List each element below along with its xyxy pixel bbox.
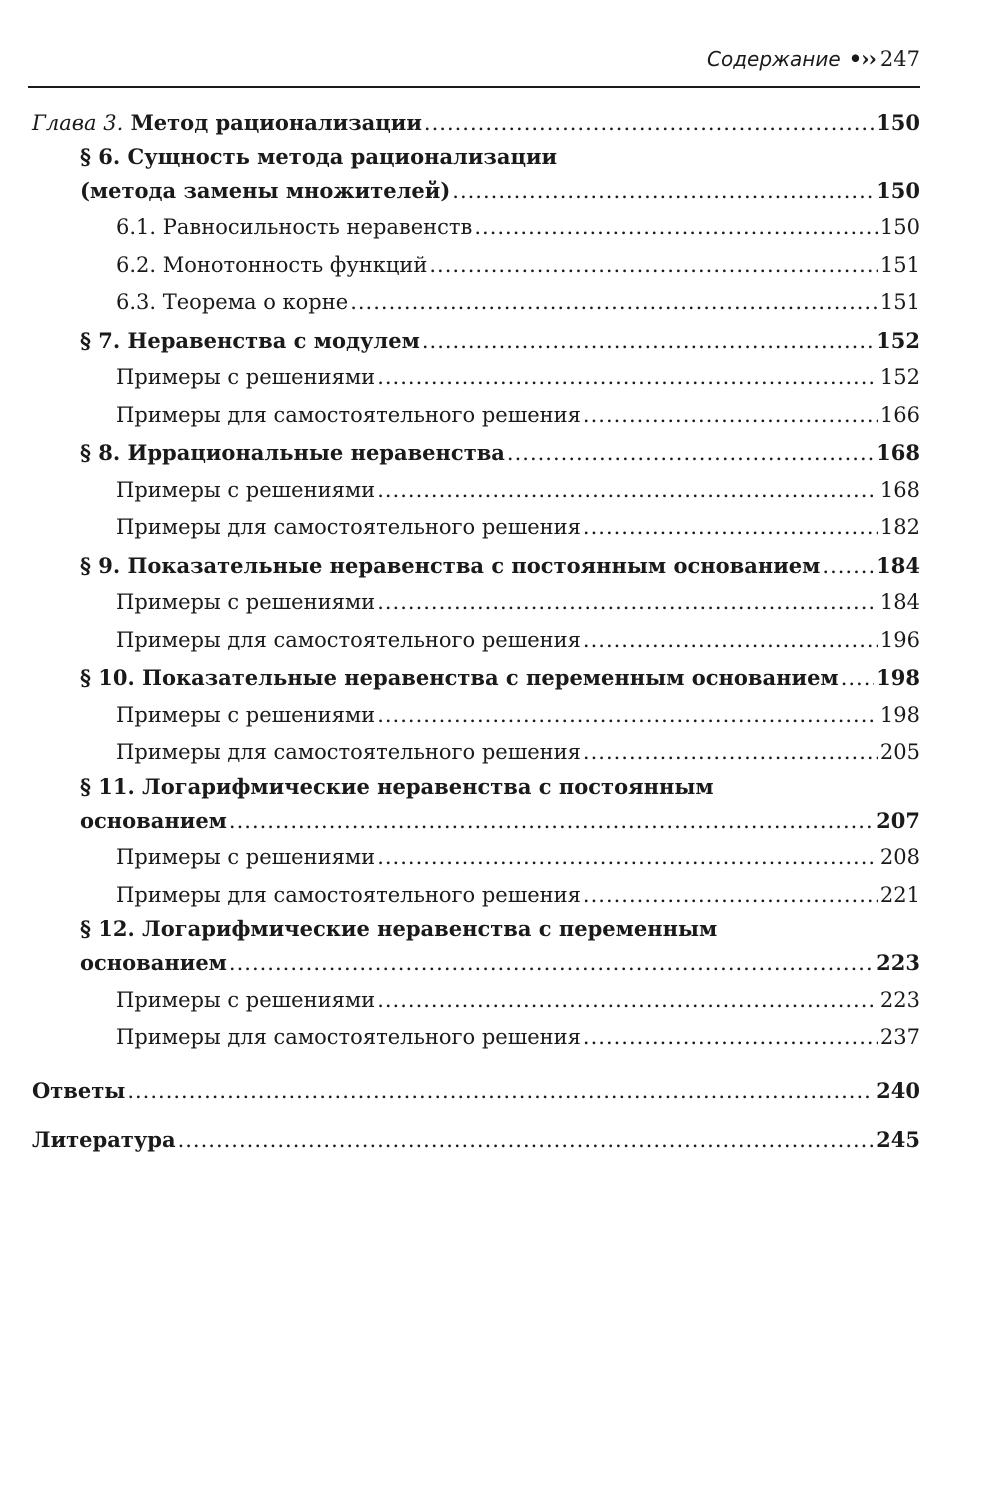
toc-page-number: 166: [879, 402, 920, 427]
toc-entry-title: Ответы: [32, 1077, 126, 1103]
toc-entry-title: Примеры с решениями: [116, 987, 376, 1012]
toc-entry-title: Примеры для самостоятельного решения: [116, 1025, 581, 1049]
dot-leader: [422, 323, 874, 361]
dot-leader: [377, 584, 878, 622]
toc-page-number: 151: [879, 290, 920, 314]
dot-leader: [507, 435, 874, 473]
toc-entry-title: Примеры для самостоятельного решения: [116, 740, 581, 764]
header-section-title: Содержание: [707, 47, 841, 71]
spacer: [32, 1057, 920, 1072]
dot-leader: [583, 622, 878, 660]
toc-entry-title: § 7. Неравенства с модулем: [80, 327, 420, 353]
toc-entry-title: Метод рационализации: [130, 110, 422, 135]
toc-entry-title: § 10. Показательные неравенства с переменным основанием: [80, 665, 839, 690]
toc-entry-title-line2: основанием: [80, 950, 227, 975]
toc-page-number: 184: [876, 552, 920, 578]
toc-page-number: 223: [879, 987, 920, 1012]
dot-leader: [377, 697, 878, 735]
toc-entry-6-2[interactable]: [32, 247, 920, 285]
toc-entry-title: 6.2. Монотонность функций: [116, 252, 428, 277]
toc-entry-title-line2: основанием: [80, 807, 227, 833]
toc-entry-section-9[interactable]: [32, 547, 920, 585]
dot-leader: [429, 247, 878, 285]
toc-page-number: 196: [879, 627, 920, 652]
toc-entry-8-exercises[interactable]: [32, 509, 920, 547]
toc-entry-9-examples[interactable]: [32, 584, 920, 622]
dot-leader: [583, 877, 878, 915]
toc-entry-9-exercises[interactable]: [32, 622, 920, 660]
toc-entry-section-8[interactable]: [32, 434, 920, 472]
toc-entry-10-exercises[interactable]: [32, 734, 920, 772]
toc-page-number: 150: [879, 215, 920, 239]
toc-entry-12-exercises[interactable]: [32, 1019, 920, 1057]
toc-entry-6-3[interactable]: [32, 284, 920, 322]
header-rule: [28, 86, 920, 88]
toc-page-number: 152: [876, 327, 920, 353]
running-header: [28, 46, 920, 72]
dot-leader: [229, 945, 874, 983]
toc-entry-section-11[interactable]: [32, 772, 920, 840]
dot-leader: [583, 397, 878, 435]
table-of-contents: [32, 104, 920, 1159]
toc-entry-title: Литература: [32, 1127, 176, 1152]
toc-page-number: 207: [876, 807, 920, 833]
dot-leader: [377, 472, 878, 510]
dot-leader: [452, 173, 874, 211]
toc-page-number: 151: [879, 252, 920, 277]
dot-leader: [822, 548, 874, 586]
toc-page-number: 150: [876, 177, 920, 203]
dot-leader: [583, 1019, 878, 1057]
toc-page-number: 150: [876, 110, 920, 135]
header-page-number: 247: [879, 47, 920, 71]
toc-entry-title-line1: § 6. Сущность метода рационализации: [80, 143, 558, 169]
dot-leader: [350, 284, 878, 322]
toc-page-number: 240: [876, 1077, 920, 1103]
toc-entry-7-examples[interactable]: [32, 359, 920, 397]
toc-page-number: 208: [879, 845, 920, 869]
toc-entry-title: Примеры с решениями: [116, 845, 376, 869]
toc-entry-title: Примеры с решениями: [116, 702, 376, 727]
toc-entry-title: Примеры для самостоятельного решения: [116, 627, 581, 652]
toc-page-number: 223: [876, 950, 920, 975]
dot-leader: [229, 803, 874, 841]
toc-entry-section-12[interactable]: [32, 914, 920, 982]
dot-leader: [583, 509, 878, 547]
toc-entry-title-line1: § 11. Логарифмические неравенства с постоянным: [80, 773, 714, 799]
toc-entry-title: Примеры для самостоятельного решения: [116, 515, 581, 539]
dot-leader: [377, 359, 878, 397]
toc-entry-chapter-3[interactable]: [32, 104, 920, 142]
dot-leader: [474, 209, 878, 247]
toc-page-number: 152: [879, 365, 920, 389]
toc-page-number: 205: [879, 740, 920, 764]
toc-page-number: 168: [879, 477, 920, 502]
toc-entry-7-exercises[interactable]: [32, 397, 920, 435]
toc-entry-12-examples[interactable]: [32, 982, 920, 1020]
toc-entry-title: Примеры для самостоятельного решения: [116, 882, 581, 907]
dot-leader: [377, 839, 878, 877]
toc-page-number: 184: [879, 590, 920, 614]
toc-entry-title-line1: § 12. Логарифмические неравенства с переменным: [80, 916, 718, 941]
dot-leader: [841, 660, 874, 698]
dot-leader: [127, 1073, 874, 1111]
toc-entry-11-exercises[interactable]: [32, 877, 920, 915]
toc-entry-literature[interactable]: [32, 1121, 920, 1159]
toc-entry-6-1[interactable]: [32, 209, 920, 247]
toc-page-number: 245: [876, 1127, 920, 1152]
spacer: [32, 1109, 920, 1121]
toc-page-number: 237: [879, 1025, 920, 1049]
toc-entry-8-examples[interactable]: [32, 472, 920, 510]
toc-entry-section-6[interactable]: [32, 142, 920, 210]
header-ornament-icon: •››: [848, 46, 876, 71]
toc-page-number: 168: [876, 440, 920, 465]
toc-entry-answers[interactable]: [32, 1072, 920, 1110]
toc-entry-10-examples[interactable]: [32, 697, 920, 735]
dot-leader: [178, 1122, 875, 1160]
toc-entry-title: § 9. Показательные неравенства с постоянным основанием: [80, 552, 821, 578]
toc-page-number: 221: [879, 882, 920, 907]
toc-entry-title: Примеры для самостоятельного решения: [116, 402, 581, 427]
dot-leader: [583, 734, 878, 772]
toc-entry-11-examples[interactable]: [32, 839, 920, 877]
dot-leader: [377, 982, 878, 1020]
toc-entry-title: Примеры с решениями: [116, 365, 376, 389]
toc-entry-title: Примеры с решениями: [116, 590, 376, 614]
toc-page-number: 198: [876, 665, 920, 690]
toc-entry-title: Примеры с решениями: [116, 477, 376, 502]
toc-entry-section-10[interactable]: [32, 659, 920, 697]
toc-entry-title: 6.3. Теорема о корне: [116, 290, 349, 314]
chapter-prefix: Глава 3.: [32, 111, 124, 135]
toc-entry-title: § 8. Иррациональные неравенства: [80, 440, 505, 465]
toc-entry-title: 6.1. Равносильность неравенств: [116, 215, 473, 239]
toc-entry-section-7[interactable]: [32, 322, 920, 360]
toc-page-number: 198: [879, 702, 920, 727]
toc-entry-title-line2: (метода замены множителей): [80, 177, 451, 203]
dot-leader: [424, 105, 874, 143]
toc-page-number: 182: [879, 515, 920, 539]
